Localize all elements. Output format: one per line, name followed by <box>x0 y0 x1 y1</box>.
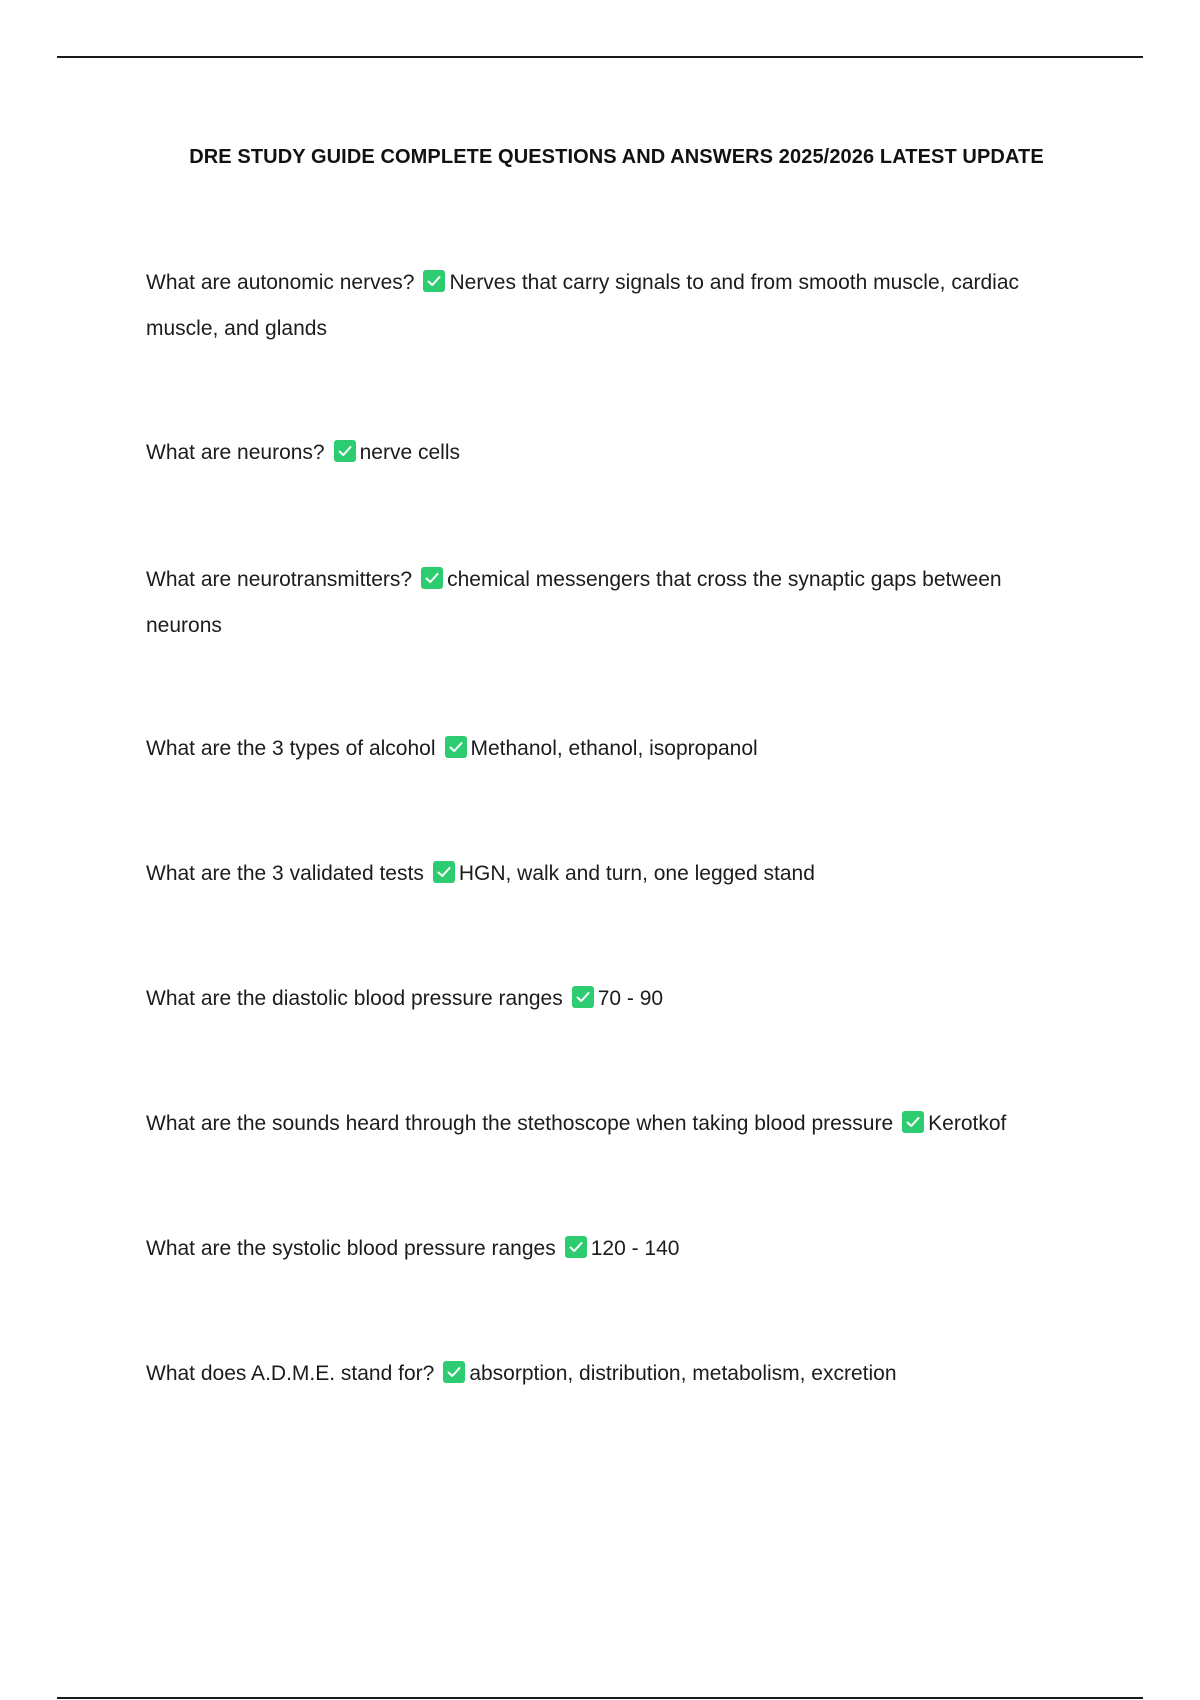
answer-text: chemical messengers that cross the synaptic gaps between neurons <box>146 568 1002 637</box>
check-mark-icon <box>565 1236 587 1258</box>
answer-text: 120 - 140 <box>590 1237 680 1260</box>
answer-text: Methanol, ethanol, isopropanol <box>470 737 758 760</box>
qa-item <box>146 557 1076 649</box>
header-rule <box>57 56 1143 58</box>
qa-item <box>146 260 1076 352</box>
check-mark-icon <box>572 986 594 1008</box>
document-title: DRE STUDY GUIDE COMPLETE QUESTIONS AND ANSWERS 2025/2026 LATEST UPDATE <box>189 146 1044 168</box>
check-mark-icon <box>421 567 443 589</box>
check-mark-icon <box>902 1111 924 1133</box>
qa-item <box>146 1226 1076 1272</box>
question-text: What are neurons? <box>146 441 325 464</box>
qa-item <box>146 726 1076 772</box>
qa-item <box>146 430 1076 476</box>
question-text: What are the sounds heard through the stethoscope when taking blood pressure <box>146 1112 894 1135</box>
question-text: What are the 3 types of alcohol <box>146 737 436 760</box>
check-mark-icon <box>334 440 356 462</box>
check-mark-icon <box>423 270 445 292</box>
qa-item <box>146 1351 1076 1397</box>
question-text: What are neurotransmitters? <box>146 568 413 591</box>
qa-item <box>146 976 1076 1022</box>
question-text: What are the 3 validated tests <box>146 862 424 885</box>
qa-item <box>146 851 1076 897</box>
answer-text: Nerves that carry signals to and from smooth muscle, cardiac muscle, and glands <box>146 271 1020 340</box>
qa-item <box>146 1101 1076 1147</box>
check-mark-icon <box>433 861 455 883</box>
question-text: What does A.D.M.E. stand for? <box>146 1362 435 1385</box>
answer-text: absorption, distribution, metabolism, excretion <box>469 1362 897 1385</box>
check-mark-icon <box>445 736 467 758</box>
question-text: What are the systolic blood pressure ranges <box>146 1237 556 1260</box>
check-mark-icon <box>443 1361 465 1383</box>
question-text: What are autonomic nerves? <box>146 271 415 294</box>
question-text: What are the diastolic blood pressure ranges <box>146 987 563 1010</box>
answer-text: 70 - 90 <box>597 987 664 1010</box>
footer-rule <box>57 1697 1143 1699</box>
answer-text: HGN, walk and turn, one legged stand <box>458 862 815 885</box>
answer-text: Kerotkof <box>928 1112 1007 1135</box>
answer-text: nerve cells <box>359 441 460 464</box>
